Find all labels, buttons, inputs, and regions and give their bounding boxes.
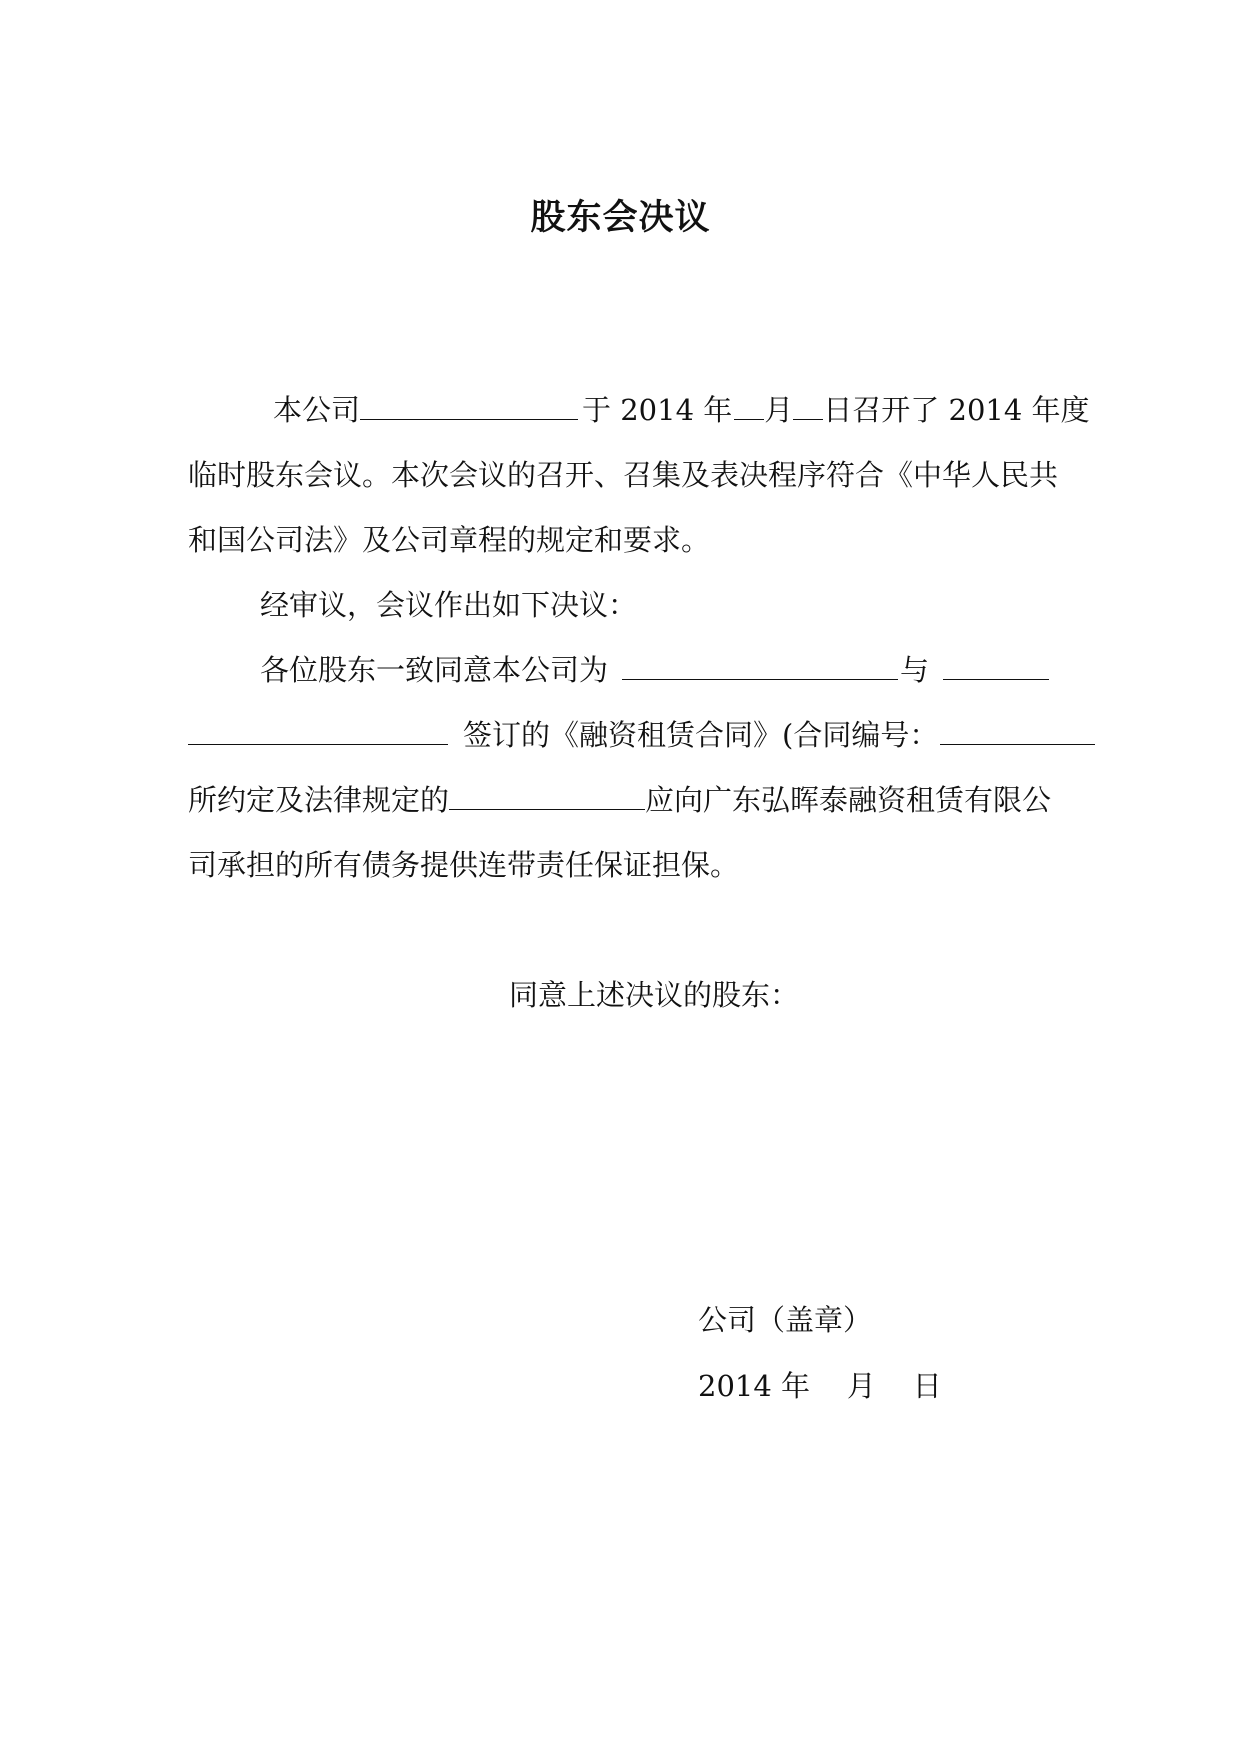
- meeting-day-blank[interactable]: [793, 393, 823, 420]
- and-label: 与: [900, 653, 930, 687]
- contract-text: 签订的《融资租赁合同》(合同编号：: [463, 718, 939, 752]
- counterparty-blank-end[interactable]: [188, 718, 448, 745]
- counterparty-blank-start[interactable]: [943, 653, 1049, 680]
- signature-date: 2014 年 月 日: [698, 1369, 942, 1403]
- paragraph-1-line-3: 和国公司法》及公司章程的规定和要求。: [188, 523, 711, 557]
- consent-shareholders-label: 同意上述决议的股东：: [509, 978, 800, 1012]
- agreed-law-text: 所约定及法律规定的: [188, 783, 450, 817]
- obligation-text: 应向广东弘晖泰融资租赁有限公: [645, 783, 1052, 817]
- paragraph-3-line-3: [188, 782, 1051, 818]
- meeting-month-blank[interactable]: [734, 393, 764, 420]
- paragraph-2: 经审议，会议作出如下决议：: [260, 588, 638, 622]
- lessee-name-blank[interactable]: [622, 653, 898, 680]
- guarantee-intro-text: 各位股东一致同意本公司为: [260, 653, 609, 687]
- company-name-blank[interactable]: [360, 393, 578, 420]
- meeting-year-text: 于 2014 年: [582, 393, 733, 427]
- obligor-blank[interactable]: [449, 783, 645, 810]
- paragraph-3-line-2: [188, 717, 1095, 753]
- company-label: 本公司: [273, 393, 361, 427]
- paragraph-3-line-4: 司承担的所有债务提供连带责任保证担保。: [188, 848, 740, 882]
- meeting-month-label: 月: [764, 393, 794, 427]
- document-title: 股东会决议: [530, 197, 711, 238]
- meeting-day-text: 日召开了 2014 年度: [823, 393, 1090, 427]
- paragraph-1-line-1: [273, 392, 1090, 428]
- company-seal-label: 公司（盖章）: [698, 1303, 873, 1337]
- paragraph-3-line-1: [260, 652, 1049, 688]
- contract-number-blank[interactable]: [940, 718, 1095, 745]
- paragraph-1-line-2: 临时股东会议。本次会议的召开、召集及表决程序符合《中华人民共: [188, 458, 1059, 492]
